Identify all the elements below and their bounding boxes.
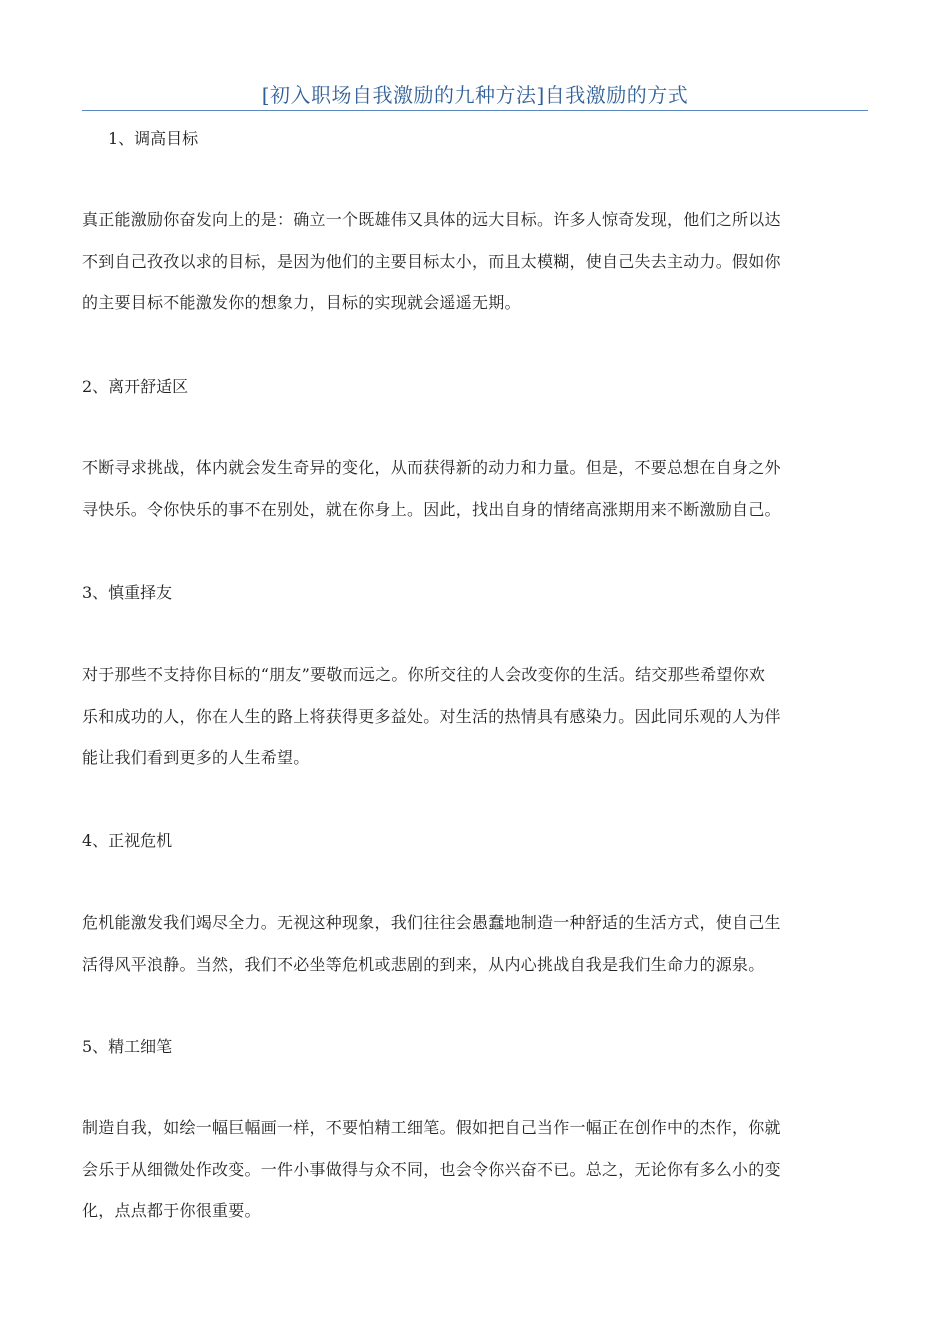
- section-3-paragraph: [82, 654, 868, 779]
- paragraph-line: 能让我们看到更多的人生希望。: [82, 748, 310, 767]
- section-2-paragraph: [82, 447, 868, 530]
- section-5-paragraph: [82, 1107, 868, 1232]
- page-title: [初入职场自我激励的九种方法]自我激励的方式: [261, 83, 689, 107]
- section-4-paragraph: [82, 902, 868, 985]
- paragraph-line: 寻快乐。令你快乐的事不在别处，就在你身上。因此，找出自身的情绪高涨期用来不断激励自己。: [82, 499, 781, 519]
- paragraph-line: 制造自我，如绘一幅巨幅画一样，不要怕精工细笔。假如把自己当作一幅正在创作中的杰作，你就: [82, 1118, 781, 1137]
- paragraph-line: 会乐于从细微处作改变。一件小事做得与众不同，也会令你兴奋不已。总之，无论你有多么小的变: [82, 1159, 781, 1179]
- section-1-paragraph: [82, 199, 868, 324]
- title-divider: [82, 110, 868, 111]
- paragraph-line: 危机能激发我们竭尽全力。无视这种现象，我们往往会愚蠢地制造一种舒适的生活方式，使自己生: [82, 913, 781, 932]
- paragraph-line: 的主要目标不能激发你的想象力，目标的实现就会遥遥无期。: [82, 293, 521, 312]
- section-2-heading: 2、离开舒适区: [82, 377, 189, 396]
- paragraph-line: 乐和成功的人，你在人生的路上将获得更多益处。对生活的热情具有感染力。因此同乐观的人为伴: [82, 706, 781, 726]
- paragraph-line: 化，点点都于你很重要。: [82, 1201, 261, 1220]
- paragraph-line: 不断寻求挑战，体内就会发生奇异的变化，从而获得新的动力和力量。但是，不要总想在自身之外: [82, 458, 781, 477]
- section-1-heading: 1、调高目标: [108, 129, 199, 148]
- paragraph-line: 真正能激励你奋发向上的是：确立一个既雄伟又具体的远大目标。许多人惊奇发现，他们之所以达: [82, 210, 781, 229]
- section-5-heading: 5、精工细笔: [82, 1037, 173, 1056]
- section-3-heading: 3、慎重择友: [82, 583, 173, 602]
- paragraph-line: 对于那些不支持你目标的“朋友”要敬而远之。你所交往的人会改变你的生活。结交那些希望你欢: [82, 665, 766, 684]
- section-4-heading: 4、正视危机: [82, 831, 173, 850]
- paragraph-line: 活得风平浪静。当然，我们不必坐等危机或悲剧的到来，从内心挑战自我是我们生命力的源泉。: [82, 954, 765, 974]
- paragraph-line: 不到自己孜孜以求的目标，是因为他们的主要目标太小，而且太模糊，使自己失去主动力。假如你: [82, 251, 781, 271]
